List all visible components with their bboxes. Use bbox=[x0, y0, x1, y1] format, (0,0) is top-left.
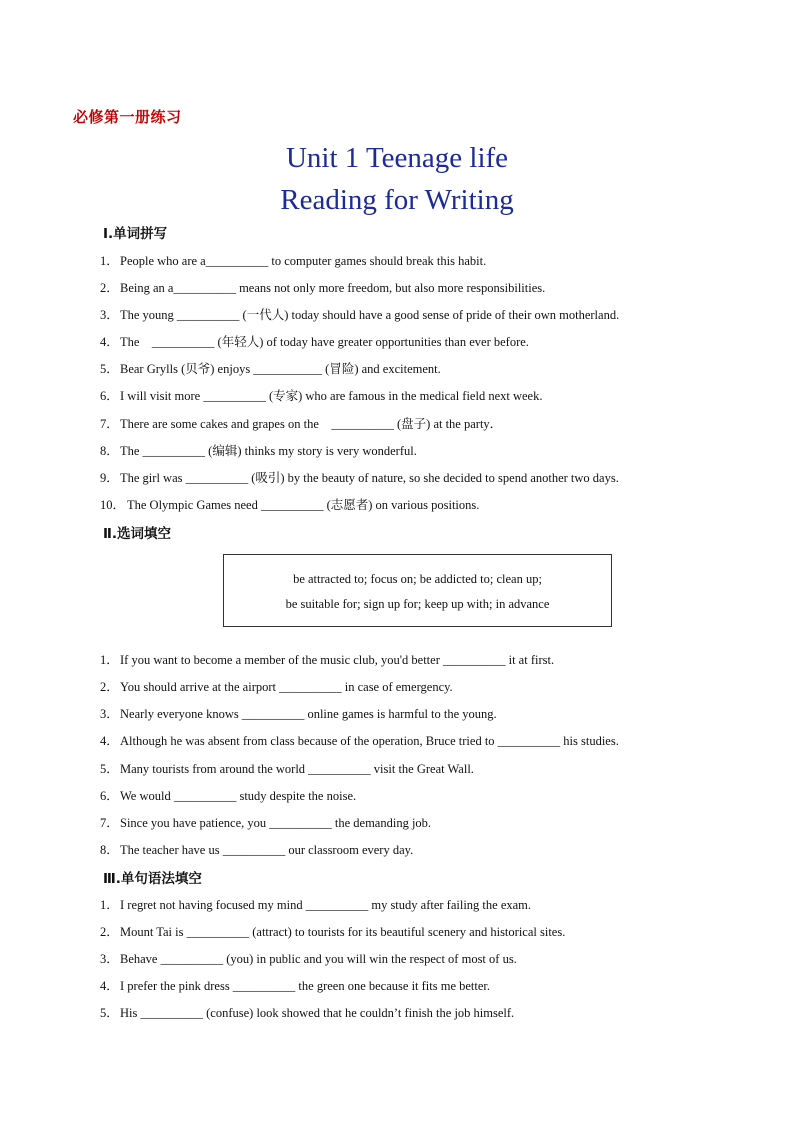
s2-item-7 bbox=[100, 813, 431, 831]
s1-item-6 bbox=[100, 386, 542, 404]
s1-item-4 bbox=[100, 332, 529, 350]
page-subtitle: Reading for Writing bbox=[280, 184, 514, 216]
item-text: I regret not having focused my mind __________ my study after failing the exam. bbox=[120, 898, 532, 912]
item-text: Bear Grylls (贝爷) enjoys ___________ (冒险) and excitement. bbox=[120, 362, 441, 376]
header-tag: 必修第一册练习 bbox=[73, 108, 182, 126]
section-3-heading: Ⅲ.单句语法填空 bbox=[103, 871, 202, 887]
section-2-heading: Ⅱ.选词填空 bbox=[103, 526, 172, 542]
item-text: The Olympic Games need __________ (志愿者) on various positions. bbox=[127, 498, 480, 512]
item-text: The girl was __________ (吸引) by the beauty of nature, so she decided to spend another two days. bbox=[120, 471, 619, 485]
item-text: Since you have patience, you __________ the demanding job. bbox=[120, 816, 432, 830]
item-text: I will visit more __________ (专家) who are famous in the medical field next week. bbox=[120, 389, 543, 403]
item-number: 1． bbox=[100, 898, 119, 912]
s2-item-8 bbox=[100, 840, 413, 858]
item-number: 9． bbox=[100, 471, 119, 485]
section-1-heading: Ⅰ.单词拼写 bbox=[103, 226, 168, 242]
s1-item-7 bbox=[100, 414, 502, 432]
s3-item-3 bbox=[100, 949, 517, 967]
item-number: 4． bbox=[100, 734, 119, 748]
word-bank-line-1: be attracted to; focus on; be addicted to; clean up; bbox=[293, 572, 542, 586]
item-text: Behave __________ (you) in public and you will win the respect of most of us. bbox=[120, 952, 517, 966]
item-text: The young __________ (一代人) today should have a good sense of pride of their own motherland. bbox=[120, 308, 620, 322]
s2-item-5 bbox=[100, 759, 474, 777]
s2-item-6 bbox=[100, 786, 356, 804]
item-number: 2． bbox=[100, 925, 119, 939]
item-text: We would __________ study despite the noise. bbox=[120, 789, 357, 803]
item-text: I prefer the pink dress __________ the green one because it fits me better. bbox=[120, 979, 491, 993]
word-bank-line-2: be suitable for; sign up for; keep up with; in advance bbox=[285, 597, 550, 611]
item-text: Nearly everyone knows __________ online games is harmful to the young. bbox=[120, 707, 497, 721]
page-title: Unit 1 Teenage life bbox=[285, 142, 509, 174]
s3-item-4 bbox=[100, 976, 490, 994]
item-number: 3． bbox=[100, 707, 119, 721]
s2-item-4 bbox=[100, 731, 619, 749]
item-number: 3． bbox=[100, 308, 119, 322]
item-number: 5． bbox=[100, 1006, 119, 1020]
item-number: 6． bbox=[100, 389, 119, 403]
item-number: 7． bbox=[100, 417, 119, 431]
item-number: 1． bbox=[100, 653, 119, 667]
item-text: Being an a__________ means not only more freedom, but also more responsibilities. bbox=[120, 281, 546, 295]
s1-item-5 bbox=[100, 359, 441, 377]
s3-item-1 bbox=[100, 895, 531, 913]
item-text: People who are a__________ to computer games should break this habit. bbox=[120, 254, 487, 268]
item-text: If you want to become a member of the music club, you'd better __________ it at first. bbox=[120, 653, 555, 667]
s1-item-8 bbox=[100, 441, 417, 459]
s1-item-9 bbox=[100, 468, 619, 486]
item-text: The __________ (年轻人) of today have greater opportunities than ever before. bbox=[120, 335, 529, 349]
item-text: There are some cakes and grapes on the __________ (盘子) at the party． bbox=[120, 417, 503, 431]
item-number: 1． bbox=[100, 254, 119, 268]
item-number: 4． bbox=[100, 979, 119, 993]
s1-item-1 bbox=[100, 251, 486, 269]
s1-item-3 bbox=[100, 305, 619, 323]
word-bank-box bbox=[223, 554, 612, 627]
item-text: Mount Tai is __________ (attract) to tourists for its beautiful scenery and historical sites. bbox=[120, 925, 566, 939]
item-number: 2． bbox=[100, 281, 119, 295]
item-number: 3． bbox=[100, 952, 119, 966]
item-number: 6． bbox=[100, 789, 119, 803]
s2-item-2 bbox=[100, 677, 453, 695]
item-text: The __________ (编辑) thinks my story is very wonderful. bbox=[120, 444, 417, 458]
s1-item-2 bbox=[100, 278, 545, 296]
item-number: 10． bbox=[100, 498, 126, 512]
s1-item-10 bbox=[100, 495, 479, 513]
item-text: His __________ (confuse) look showed that he couldn’t finish the job himself. bbox=[120, 1006, 515, 1020]
item-number: 8． bbox=[100, 843, 119, 857]
item-text: You should arrive at the airport __________ in case of emergency. bbox=[120, 680, 453, 694]
item-number: 5． bbox=[100, 362, 119, 376]
item-text: Although he was absent from class because of the operation, Bruce tried to __________ his studies. bbox=[120, 734, 619, 748]
s3-item-2 bbox=[100, 922, 565, 940]
item-text: The teacher have us __________ our classroom every day. bbox=[120, 843, 414, 857]
item-number: 4． bbox=[100, 335, 119, 349]
item-text: Many tourists from around the world __________ visit the Great Wall. bbox=[120, 762, 474, 776]
item-number: 5． bbox=[100, 762, 119, 776]
s2-item-1 bbox=[100, 650, 554, 668]
s2-item-3 bbox=[100, 704, 497, 722]
item-number: 7． bbox=[100, 816, 119, 830]
item-number: 2． bbox=[100, 680, 119, 694]
item-number: 8． bbox=[100, 444, 119, 458]
s3-item-5 bbox=[100, 1003, 514, 1021]
